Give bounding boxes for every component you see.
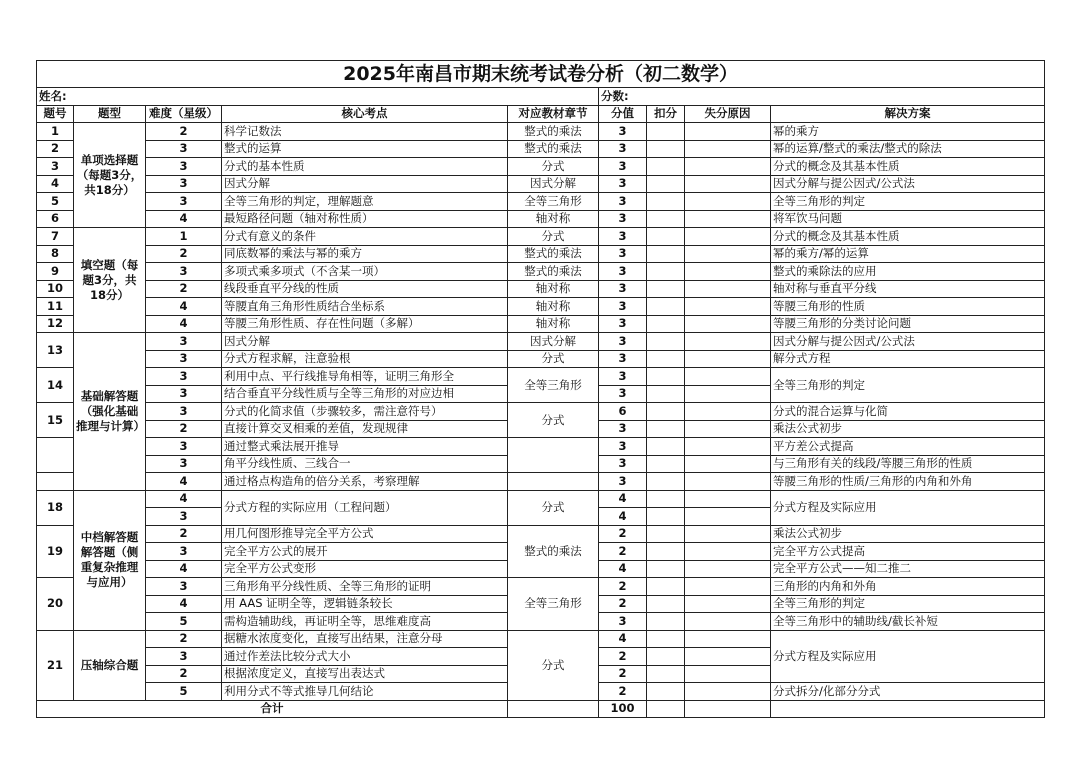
question-number: 11 [37,298,74,316]
difficulty-stars: 3 [146,175,222,193]
solution: 全等三角形中的辅助线/截长补短 [771,613,1045,631]
score-value: 3 [599,140,647,158]
difficulty-stars: 3 [146,350,222,368]
solution: 幂的运算/整式的乘法/整式的除法 [771,140,1045,158]
score-value: 3 [599,455,647,473]
loss-reason-cell [685,298,771,316]
table-row [37,245,1045,263]
core-point: 利用分式不等式推导几何结论 [222,683,508,701]
difficulty-stars: 3 [146,578,222,596]
deduction-cell [647,560,685,578]
core-point: 完全平方公式变形 [222,560,508,578]
header-cell: 解决方案 [771,105,1045,123]
header-cell: 核心考点 [222,105,508,123]
deduction-cell [647,385,685,403]
loss-reason-cell [685,508,771,526]
solution: 整式的乘除法的应用 [771,263,1045,281]
core-point: 用几何图形推导完全平方公式 [222,525,508,543]
core-point: 利用中点、平行线推导角相等，证明三角形全 [222,368,508,386]
core-point: 直接计算交叉相乘的差值，发现规律 [222,420,508,438]
difficulty-stars: 4 [146,473,222,491]
total-score: 100 [599,700,647,718]
difficulty-stars: 2 [146,123,222,141]
deduction-cell [647,403,685,421]
score-value: 3 [599,210,647,228]
difficulty-stars: 3 [146,140,222,158]
solution: 轴对称与垂直平分线 [771,280,1045,298]
deduction-cell [647,648,685,666]
solution: 全等三角形的判定 [771,193,1045,211]
loss-reason-cell [685,403,771,421]
question-number: 1 [37,123,74,141]
core-point: 等腰直角三角形性质结合坐标系 [222,298,508,316]
total-label: 合计 [37,700,508,718]
table-row [37,158,1045,176]
loss-reason-cell [685,193,771,211]
score-value: 3 [599,245,647,263]
textbook-chapter: 轴对称 [508,315,599,333]
loss-reason-cell [685,490,771,508]
score-value: 3 [599,473,647,491]
textbook-chapter: 分式 [508,228,599,246]
core-point: 据糖水浓度变化，直接写出结果，注意分母 [222,630,508,648]
difficulty-stars: 3 [146,508,222,526]
textbook-chapter: 整式的乘法 [508,140,599,158]
deduction-cell [647,140,685,158]
core-point: 最短路径问题（轴对称性质） [222,210,508,228]
score-value: 3 [599,315,647,333]
analysis-table [36,60,1045,718]
header-cell: 对应教材章节 [508,105,599,123]
loss-reason-cell [685,228,771,246]
loss-reason-cell [685,350,771,368]
difficulty-stars: 4 [146,315,222,333]
question-number: 21 [37,630,74,700]
solution: 分式的混合运算与化简 [771,403,1045,421]
core-point: 因式分解 [222,333,508,351]
textbook-chapter [508,473,599,491]
difficulty-stars: 3 [146,543,222,561]
loss-reason-cell [685,630,771,648]
solution: 完全平方公式——知二推二 [771,560,1045,578]
table-row [37,123,1045,141]
difficulty-stars: 3 [146,158,222,176]
score-value: 3 [599,385,647,403]
difficulty-stars: 3 [146,455,222,473]
solution: 分式方程及实际应用 [771,630,1045,683]
table-row [37,263,1045,281]
header-cell: 难度（星级） [146,105,222,123]
score-value: 4 [599,560,647,578]
deduction-cell [647,473,685,491]
deduction-cell [647,455,685,473]
difficulty-stars: 4 [146,595,222,613]
question-number: 8 [37,245,74,263]
solution: 解分式方程 [771,350,1045,368]
deduction-cell [647,298,685,316]
score-value: 4 [599,630,647,648]
deduction-cell [647,595,685,613]
solution: 等腰三角形的分类讨论问题 [771,315,1045,333]
header-cell: 扣分 [647,105,685,123]
loss-reason-cell [685,438,771,456]
solution: 三角形的内角和外角 [771,578,1045,596]
loss-reason-cell [685,683,771,701]
solution: 全等三角形的判定 [771,595,1045,613]
score-value: 3 [599,228,647,246]
difficulty-stars: 1 [146,228,222,246]
question-number: 14 [37,368,74,403]
textbook-chapter: 分式 [508,403,599,438]
core-point: 分式方程求解，注意验根 [222,350,508,368]
score-value: 3 [599,333,647,351]
question-number: 20 [37,578,74,631]
core-point: 因式分解 [222,175,508,193]
table-row [37,403,1045,421]
solution: 幂的乘方/幂的运算 [771,245,1045,263]
table-row [37,280,1045,298]
question-number: 10 [37,280,74,298]
deduction-cell [647,543,685,561]
question-type: 压轴综合题 [74,630,146,700]
score-value: 2 [599,543,647,561]
deduction-cell [647,420,685,438]
score-field: 分数: [599,88,1045,106]
table-row [37,630,1045,648]
loss-reason-cell [685,245,771,263]
solution: 全等三角形的判定 [771,368,1045,403]
loss-reason-cell [685,315,771,333]
solution: 乘法公式初步 [771,525,1045,543]
question-number: 3 [37,158,74,176]
deduction-cell [647,350,685,368]
difficulty-stars: 2 [146,420,222,438]
empty-cell [647,700,685,718]
textbook-chapter [508,438,599,473]
core-point: 整式的运算 [222,140,508,158]
question-type: 中档解答题解答题（侧重复杂推理与应用） [74,490,146,630]
table-row [37,298,1045,316]
loss-reason-cell [685,263,771,281]
question-number: 9 [37,263,74,281]
solution: 完全平方公式提高 [771,543,1045,561]
deduction-cell [647,228,685,246]
score-value: 3 [599,175,647,193]
difficulty-stars: 2 [146,280,222,298]
difficulty-stars: 3 [146,263,222,281]
question-type: 基础解答题（强化基础推理与计算） [74,333,146,491]
core-point: 同底数幂的乘法与幂的乘方 [222,245,508,263]
deduction-cell [647,315,685,333]
empty-cell [508,700,599,718]
deduction-cell [647,613,685,631]
textbook-chapter: 轴对称 [508,210,599,228]
difficulty-stars: 4 [146,298,222,316]
score-value: 4 [599,490,647,508]
table-row [37,210,1045,228]
textbook-chapter: 整式的乘法 [508,245,599,263]
loss-reason-cell [685,140,771,158]
loss-reason-cell [685,525,771,543]
core-point: 分式的基本性质 [222,158,508,176]
textbook-chapter: 全等三角形 [508,578,599,631]
loss-reason-cell [685,473,771,491]
solution: 等腰三角形的性质 [771,298,1045,316]
solution: 因式分解与提公因式/公式法 [771,333,1045,351]
loss-reason-cell [685,368,771,386]
table-row [37,140,1045,158]
question-number: 5 [37,193,74,211]
table-row [37,490,1045,508]
score-value: 2 [599,578,647,596]
core-point: 分式有意义的条件 [222,228,508,246]
table-row [37,350,1045,368]
solution: 幂的乘方 [771,123,1045,141]
table-row [37,333,1045,351]
loss-reason-cell [685,280,771,298]
core-point: 全等三角形的判定，理解题意 [222,193,508,211]
solution: 分式的概念及其基本性质 [771,158,1045,176]
score-value: 3 [599,158,647,176]
core-point: 根据浓度定义，直接写出表达式 [222,665,508,683]
core-point: 角平分线性质、三线合一 [222,455,508,473]
table-row [37,228,1045,246]
core-point: 线段垂直平分线的性质 [222,280,508,298]
core-point: 结合垂直平分线性质与全等三角形的对应边相 [222,385,508,403]
table-row [37,175,1045,193]
core-point: 通过格点构造角的倍分关系，考察理解 [222,473,508,491]
loss-reason-cell [685,385,771,403]
loss-reason-cell [685,543,771,561]
score-value: 6 [599,403,647,421]
solution: 因式分解与提公因式/公式法 [771,175,1045,193]
score-value: 4 [599,508,647,526]
difficulty-stars: 3 [146,385,222,403]
header-cell: 题号 [37,105,74,123]
deduction-cell [647,683,685,701]
difficulty-stars: 3 [146,648,222,666]
score-value: 2 [599,665,647,683]
core-point: 多项式乘多项式（不含某一项） [222,263,508,281]
deduction-cell [647,508,685,526]
question-number: 7 [37,228,74,246]
deduction-cell [647,438,685,456]
table-row [37,315,1045,333]
loss-reason-cell [685,123,771,141]
question-type: 单项选择题（每题3分，共18分） [74,123,146,228]
difficulty-stars: 3 [146,438,222,456]
core-point: 三角形角平分线性质、全等三角形的证明 [222,578,508,596]
score-value: 3 [599,368,647,386]
difficulty-stars: 5 [146,683,222,701]
loss-reason-cell [685,560,771,578]
textbook-chapter: 整式的乘法 [508,123,599,141]
solution: 平方差公式提高 [771,438,1045,456]
table-row [37,193,1045,211]
core-point: 通过作差法比较分式大小 [222,648,508,666]
difficulty-stars: 2 [146,245,222,263]
textbook-chapter: 因式分解 [508,333,599,351]
textbook-chapter: 分式 [508,490,599,525]
deduction-cell [647,490,685,508]
core-point: 科学记数法 [222,123,508,141]
core-point: 通过整式乘法展开推导 [222,438,508,456]
score-value: 3 [599,438,647,456]
textbook-chapter: 全等三角形 [508,368,599,403]
question-number: 12 [37,315,74,333]
score-value: 3 [599,263,647,281]
header-cell: 失分原因 [685,105,771,123]
question-number [37,473,74,491]
deduction-cell [647,245,685,263]
question-type: 填空题（每题3分，共18分） [74,228,146,333]
score-value: 3 [599,420,647,438]
header-cell: 题型 [74,105,146,123]
page-title: 2025年南昌市期末统考试卷分析（初二数学） [37,61,1045,88]
difficulty-stars: 3 [146,193,222,211]
question-number: 2 [37,140,74,158]
deduction-cell [647,193,685,211]
core-point: 分式的化简求值（步骤较多，需注意符号） [222,403,508,421]
score-value: 2 [599,525,647,543]
difficulty-stars: 3 [146,333,222,351]
difficulty-stars: 4 [146,210,222,228]
solution: 分式拆分/化部分分式 [771,683,1045,701]
deduction-cell [647,665,685,683]
question-number: 13 [37,333,74,368]
deduction-cell [647,333,685,351]
difficulty-stars: 5 [146,613,222,631]
question-number: 18 [37,490,74,525]
score-value: 3 [599,613,647,631]
loss-reason-cell [685,158,771,176]
textbook-chapter: 整式的乘法 [508,263,599,281]
table-row [37,525,1045,543]
table-row [37,438,1045,456]
empty-cell [685,700,771,718]
solution: 将军饮马问题 [771,210,1045,228]
score-value: 2 [599,648,647,666]
loss-reason-cell [685,578,771,596]
loss-reason-cell [685,175,771,193]
difficulty-stars: 3 [146,368,222,386]
table-row [37,578,1045,596]
textbook-chapter: 轴对称 [508,298,599,316]
deduction-cell [647,368,685,386]
difficulty-stars: 2 [146,525,222,543]
solution: 与三角形有关的线段/等腰三角形的性质 [771,455,1045,473]
solution: 分式的概念及其基本性质 [771,228,1045,246]
score-value: 2 [599,683,647,701]
core-point: 需构造辅助线，再证明全等，思维难度高 [222,613,508,631]
difficulty-stars: 4 [146,490,222,508]
core-point: 分式方程的实际应用（工程问题） [222,490,508,525]
textbook-chapter: 分式 [508,630,599,700]
textbook-chapter: 整式的乘法 [508,525,599,578]
deduction-cell [647,210,685,228]
textbook-chapter: 分式 [508,158,599,176]
table-body [37,123,1045,701]
deduction-cell [647,175,685,193]
deduction-cell [647,525,685,543]
core-point: 用 AAS 证明全等，逻辑链条较长 [222,595,508,613]
difficulty-stars: 2 [146,630,222,648]
difficulty-stars: 4 [146,560,222,578]
analysis-sheet [36,60,1044,718]
deduction-cell [647,280,685,298]
loss-reason-cell [685,420,771,438]
solution: 乘法公式初步 [771,420,1045,438]
loss-reason-cell [685,455,771,473]
textbook-chapter: 分式 [508,350,599,368]
deduction-cell [647,578,685,596]
deduction-cell [647,158,685,176]
core-point: 完全平方公式的展开 [222,543,508,561]
score-value: 2 [599,595,647,613]
score-value: 3 [599,123,647,141]
textbook-chapter: 因式分解 [508,175,599,193]
question-number [37,438,74,473]
solution: 等腰三角形的性质/三角形的内角和外角 [771,473,1045,491]
score-value: 3 [599,350,647,368]
name-field: 姓名: [37,88,599,106]
textbook-chapter: 轴对称 [508,280,599,298]
loss-reason-cell [685,210,771,228]
header-cell: 分值 [599,105,647,123]
loss-reason-cell [685,613,771,631]
score-value: 3 [599,193,647,211]
deduction-cell [647,263,685,281]
table-row [37,473,1045,491]
loss-reason-cell [685,333,771,351]
loss-reason-cell [685,595,771,613]
difficulty-stars: 3 [146,403,222,421]
loss-reason-cell [685,665,771,683]
score-value: 3 [599,298,647,316]
score-value: 3 [599,280,647,298]
textbook-chapter: 全等三角形 [508,193,599,211]
question-number: 19 [37,525,74,578]
empty-cell [771,700,1045,718]
question-number: 15 [37,403,74,438]
core-point: 等腰三角形性质、存在性问题（多解） [222,315,508,333]
table-row [37,368,1045,386]
solution: 分式方程及实际应用 [771,490,1045,525]
deduction-cell [647,123,685,141]
question-number: 6 [37,210,74,228]
question-number: 4 [37,175,74,193]
difficulty-stars: 2 [146,665,222,683]
deduction-cell [647,630,685,648]
loss-reason-cell [685,648,771,666]
